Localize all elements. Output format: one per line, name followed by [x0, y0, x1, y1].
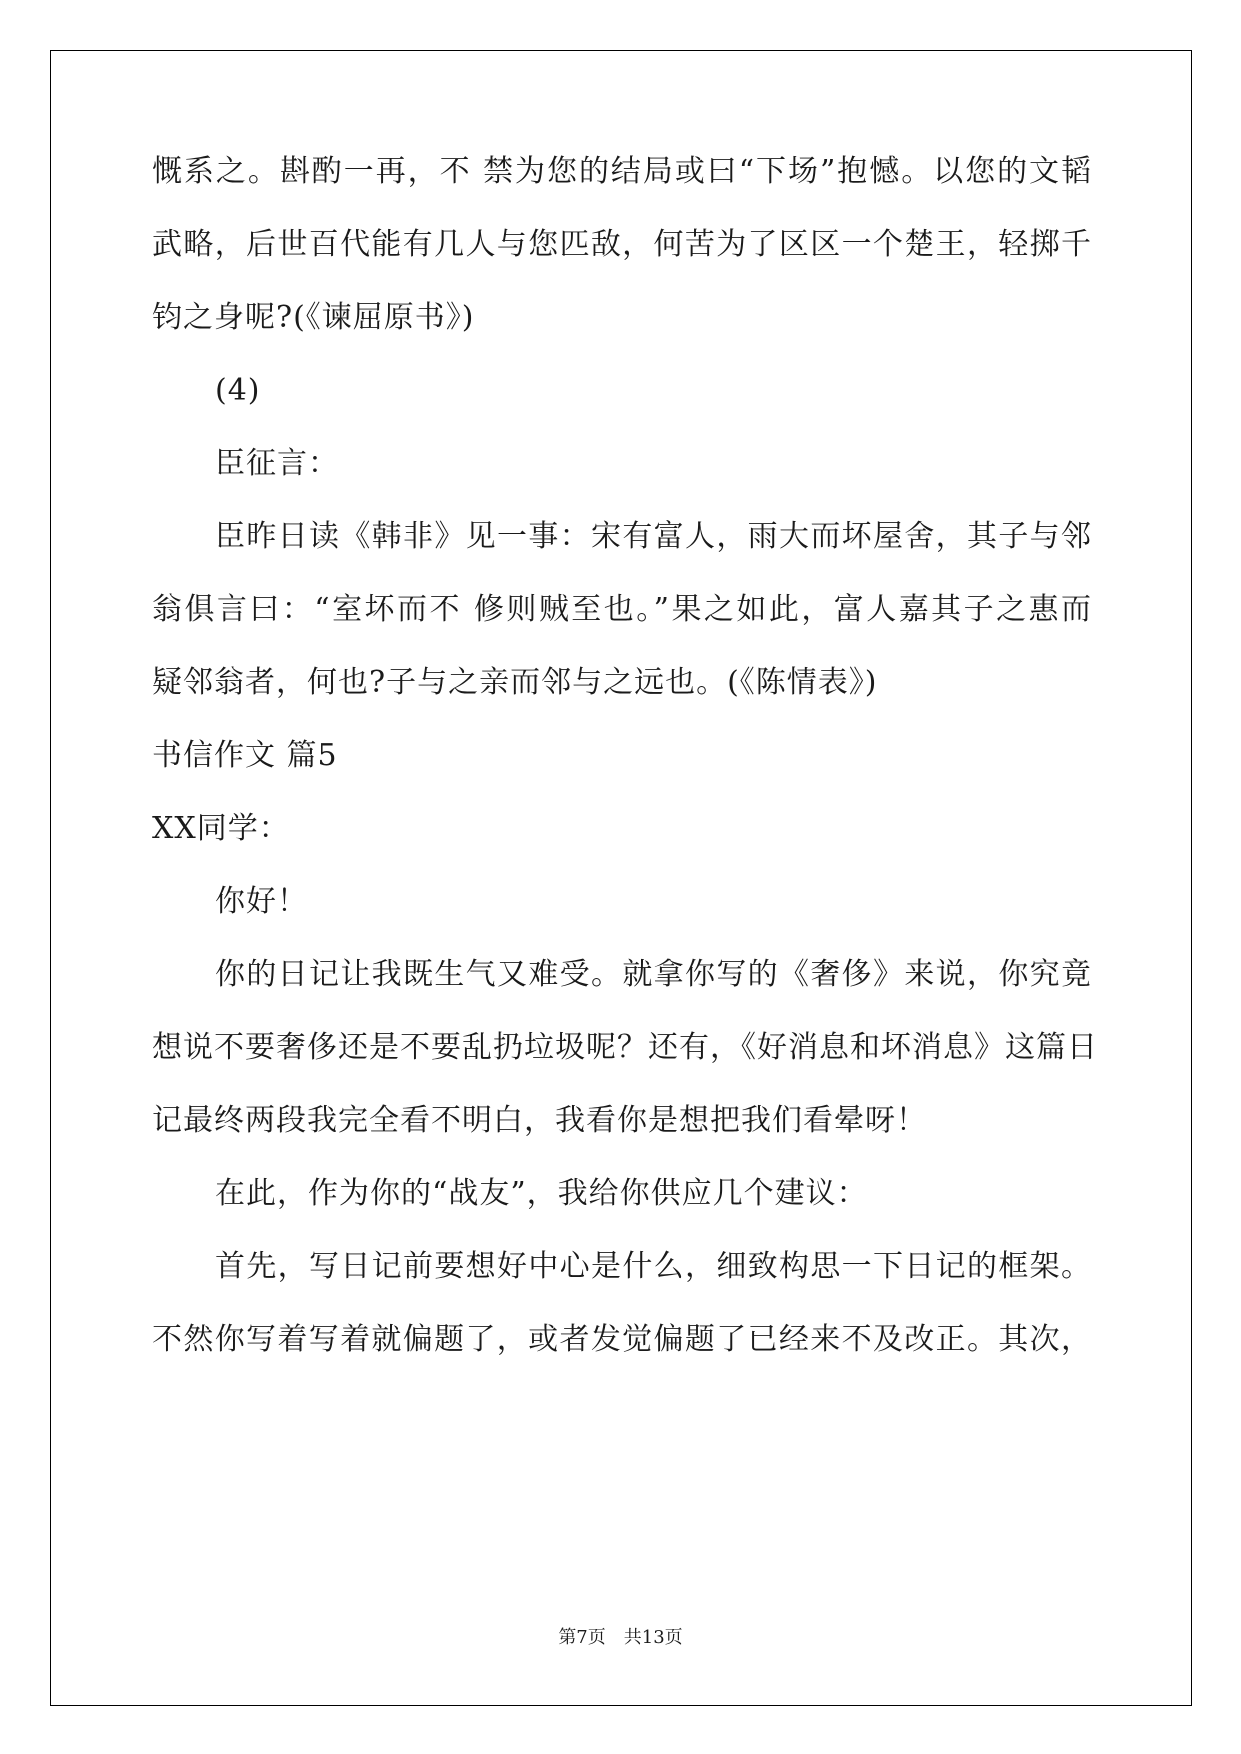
- body-line-16: 首先，写日记前要想好中心是什么，细致构思一下日记的框架。: [215, 1249, 1092, 1284]
- body-line-1: 慨系之。斟酌一再，不 禁为您的结局或曰“下场”抱憾。以您的文韬: [152, 154, 1092, 189]
- body-line-12: 你的日记让我既生气又难受。就拿你写的《奢侈》来说，你究竟: [215, 957, 1092, 992]
- body-line-8: 疑邻翁者，何也?子与之亲而邻与之远也。(《陈情表》): [152, 665, 878, 700]
- body-line-13: 想说不要奢侈还是不要乱扔垃圾呢？还有，《好消息和坏消息》这篇日: [152, 1030, 1098, 1065]
- body-line-14: 记最终两段我完全看不明白，我看你是想把我们看晕呀！: [152, 1103, 927, 1138]
- letter-greeting: 你好！: [215, 884, 308, 919]
- page-footer: 第7页 共13页: [558, 1627, 683, 1648]
- body-line-15: 在此，作为你的“战友”，我给你供应几个建议：: [215, 1176, 868, 1211]
- letter-salutation: XX同学：: [152, 811, 290, 846]
- section-number: (4): [215, 373, 261, 408]
- body-line-2: 武略，后世百代能有几人与您匹敌，何苦为了区区一个楚王，轻掷千: [152, 227, 1092, 262]
- body-line-17: 不然你写着写着就偏题了，或者发觉偏题了已经来不及改正。其次，: [152, 1322, 1092, 1357]
- body-line-7: 翁俱言曰：“室坏而不 修则贼至也。”果之如此，富人嘉其子之惠而: [152, 592, 1092, 627]
- section-heading: 书信作文 篇5: [152, 738, 338, 773]
- body-line-6: 臣昨日读《韩非》见一事：宋有富人，雨大而坏屋舍，其子与邻: [215, 519, 1092, 554]
- body-line-3: 钧之身呢?(《谏屈原书》): [152, 300, 475, 335]
- salutation-line: 臣征言：: [215, 446, 339, 481]
